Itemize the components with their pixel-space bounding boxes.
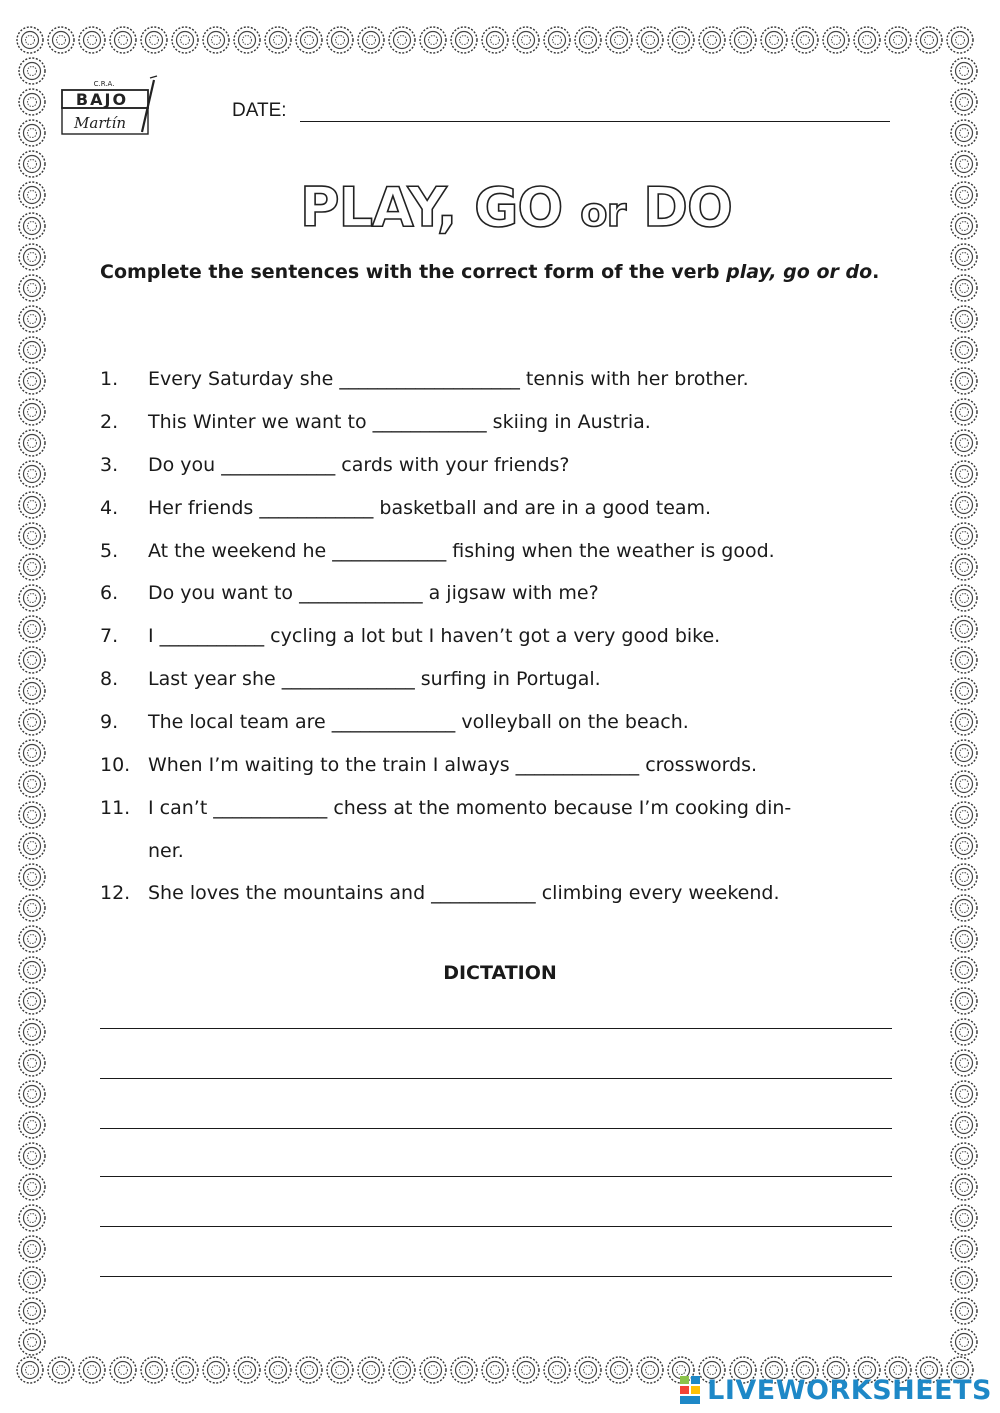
border-flower [951, 1267, 977, 1293]
border-flower [951, 864, 977, 890]
border-flower [48, 1357, 74, 1383]
border-flower [668, 27, 694, 53]
dictation-title: DICTATION [443, 962, 557, 984]
border-flower [19, 275, 45, 301]
border-flower [951, 585, 977, 611]
border-flower [19, 647, 45, 673]
border-flower [19, 895, 45, 921]
border-flower [951, 1298, 977, 1324]
border-flower [19, 337, 45, 363]
border-flower [19, 864, 45, 890]
border-flower [575, 27, 601, 53]
border-flower [19, 306, 45, 332]
border-flower [19, 616, 45, 642]
border-flower [951, 58, 977, 84]
border-flower [327, 27, 353, 53]
border-flower [951, 616, 977, 642]
border-flower [265, 1357, 291, 1383]
border-flower [19, 1143, 45, 1169]
border-flower [951, 399, 977, 425]
border-flower [885, 27, 911, 53]
border-flower [19, 554, 45, 580]
border-flower [420, 27, 446, 53]
border-flower [951, 709, 977, 735]
exercise-number: 9. [100, 711, 119, 733]
border-flower [606, 1357, 632, 1383]
logo-small-text: C.R.A. [93, 80, 115, 88]
border-flower [951, 1019, 977, 1045]
border-flower [951, 120, 977, 146]
border-flower [951, 275, 977, 301]
exercise-number: 6. [100, 582, 119, 604]
border-flower [358, 1357, 384, 1383]
exercise-sentence[interactable]: Do you ____________ cards with your friends? [148, 454, 570, 476]
border-flower [110, 27, 136, 53]
border-flower [172, 1357, 198, 1383]
border-flower [544, 27, 570, 53]
border-flower [451, 1357, 477, 1383]
border-flower [79, 27, 105, 53]
border-flower [358, 27, 384, 53]
border-flower [17, 27, 43, 53]
border-flower [951, 554, 977, 580]
exercise-number: 12. [100, 882, 131, 904]
border-flower [951, 492, 977, 518]
border-flower [854, 27, 880, 53]
border-flower [19, 1174, 45, 1200]
border-flower [19, 182, 45, 208]
liveworksheets-logo-icon [679, 1375, 701, 1405]
border-flower [389, 1357, 415, 1383]
date-answer-line[interactable] [300, 121, 890, 122]
border-flower [141, 1357, 167, 1383]
border-flower [19, 1019, 45, 1045]
border-flower [19, 740, 45, 766]
border-flower [19, 1112, 45, 1138]
border-flower [951, 771, 977, 797]
border-flower [420, 1357, 446, 1383]
border-flower [19, 1298, 45, 1324]
instruction-verbs: play, go or do [726, 261, 873, 283]
border-flower [951, 957, 977, 983]
border-flower [951, 1174, 977, 1200]
border-flower [482, 1357, 508, 1383]
border-flower [544, 1357, 570, 1383]
border-flower [389, 27, 415, 53]
exercise-number: 7. [100, 625, 119, 647]
exercise-sentence[interactable]: Do you want to _____________ a jigsaw with me? [148, 582, 599, 604]
border-flower [951, 740, 977, 766]
exercise-sentence[interactable]: At the weekend he ____________ fishing when the weather is good. [148, 540, 775, 562]
border-flower [19, 244, 45, 270]
title-part-do: DO [625, 176, 732, 239]
border-flower [19, 492, 45, 518]
border-flower [19, 802, 45, 828]
logo-main-text: BAJO [75, 90, 129, 109]
worksheet-title [300, 176, 732, 256]
exercise-number: 10. [100, 754, 131, 776]
dictation-line[interactable] [100, 1028, 892, 1029]
instruction-lead: Complete the sentences with the correct form of the verb [100, 261, 727, 283]
border-flower [451, 27, 477, 53]
school-logo [58, 74, 158, 136]
border-flower [203, 1357, 229, 1383]
dictation-line[interactable] [100, 1276, 892, 1277]
border-flower [19, 1329, 45, 1355]
border-flower [19, 771, 45, 797]
border-flower [606, 27, 632, 53]
exercise-sentence[interactable]: Every Saturday she ___________________ tennis with her brother. [148, 368, 749, 390]
border-flower [761, 27, 787, 53]
border-flower [951, 895, 977, 921]
border-flower [951, 89, 977, 115]
border-flower [296, 1357, 322, 1383]
exercise-number: 2. [100, 411, 119, 433]
exercise-number: 3. [100, 454, 119, 476]
border-flower [110, 1357, 136, 1383]
title-part-or: or [580, 190, 626, 236]
border-flower [951, 678, 977, 704]
exercise-sentence[interactable]: The local team are _____________ volleyball on the beach. [148, 711, 689, 733]
border-flower [234, 27, 260, 53]
border-flower [951, 1205, 977, 1231]
border-flower [951, 1081, 977, 1107]
border-flower [19, 1050, 45, 1076]
border-flower [19, 585, 45, 611]
border-flower [951, 213, 977, 239]
exercise-sentence[interactable]: When I’m waiting to the train I always _____________ crosswords. [148, 754, 758, 776]
border-flower [951, 306, 977, 332]
exercise-number: 11. [100, 797, 131, 819]
dictation-line[interactable] [100, 1078, 892, 1079]
border-flower [575, 1357, 601, 1383]
exercise-sentence[interactable]: Her friends ____________ basketball and are in a good team. [148, 497, 712, 519]
liveworksheets-watermark [679, 1373, 992, 1407]
border-flower [730, 27, 756, 53]
border-flower [48, 27, 74, 53]
dictation-line[interactable] [100, 1176, 892, 1177]
border-flower [19, 461, 45, 487]
border-flower [951, 1329, 977, 1355]
border-flower [19, 678, 45, 704]
border-flower [19, 399, 45, 425]
exercise-number: 5. [100, 540, 119, 562]
border-flower [141, 27, 167, 53]
border-flower [951, 523, 977, 549]
border-flower [513, 1357, 539, 1383]
border-flower [19, 833, 45, 859]
border-flower [951, 244, 977, 270]
border-flower [951, 1143, 977, 1169]
border-flower [19, 89, 45, 115]
border-flower [951, 833, 977, 859]
border-flower [172, 27, 198, 53]
border-flower [19, 988, 45, 1014]
border-flower [637, 1357, 663, 1383]
border-flower [296, 27, 322, 53]
border-flower [951, 430, 977, 456]
border-flower [234, 1357, 260, 1383]
exercise-sentence[interactable]: I ___________ cycling a lot but I haven’t got a very good bike. [148, 625, 721, 647]
border-flower [19, 368, 45, 394]
border-flower [823, 27, 849, 53]
border-flower [19, 213, 45, 239]
border-flower [19, 1236, 45, 1262]
border-flower [951, 1112, 977, 1138]
border-flower [19, 709, 45, 735]
dictation-line[interactable] [100, 1226, 892, 1227]
border-flower [947, 27, 973, 53]
exercise-sentence[interactable]: I can’t ____________ chess at the momento because I’m cooking din- [148, 797, 792, 819]
exercise-sentence[interactable]: She loves the mountains and ___________ climbing every weekend. [148, 882, 780, 904]
border-flower [265, 27, 291, 53]
border-flower [19, 430, 45, 456]
border-flower [19, 1205, 45, 1231]
exercise-number: 1. [100, 368, 119, 390]
date-label: DATE: [232, 100, 287, 121]
border-flower [951, 802, 977, 828]
border-flower [951, 1236, 977, 1262]
border-flower [19, 523, 45, 549]
border-flower [951, 182, 977, 208]
border-flower [79, 1357, 105, 1383]
border-flower [951, 988, 977, 1014]
date-row [232, 100, 892, 130]
border-flower [951, 647, 977, 673]
border-flower [19, 1081, 45, 1107]
exercise-sentence[interactable]: Last year she ______________ surfing in Portugal. [148, 668, 601, 690]
border-flower [327, 1357, 353, 1383]
exercise-number: 8. [100, 668, 119, 690]
border-flower [951, 368, 977, 394]
border-flower [19, 120, 45, 146]
border-flower [637, 27, 663, 53]
logo-script-text: Martín [74, 114, 126, 132]
border-flower [951, 151, 977, 177]
border-flower [203, 27, 229, 53]
title-part-play-go: PLAY, GO [300, 176, 581, 239]
exercise-sentence-continuation: ner. [148, 840, 184, 862]
border-flower [951, 1050, 977, 1076]
border-flower [19, 58, 45, 84]
border-flower [19, 151, 45, 177]
border-flower [699, 27, 725, 53]
border-flower [17, 1357, 43, 1383]
border-flower [482, 27, 508, 53]
border-flower [19, 926, 45, 952]
exercise-number: 4. [100, 497, 119, 519]
border-flower [951, 926, 977, 952]
instruction-period: . [872, 261, 880, 283]
border-flower [951, 461, 977, 487]
border-flower [792, 27, 818, 53]
instruction-text [100, 254, 900, 291]
border-flower [19, 1267, 45, 1293]
border-flower [19, 957, 45, 983]
watermark-text: LIVEWORKSHEETS [707, 1374, 992, 1406]
border-flower [916, 27, 942, 53]
dictation-line[interactable] [100, 1128, 892, 1129]
border-flower [513, 27, 539, 53]
border-flower [951, 337, 977, 363]
exercise-sentence[interactable]: This Winter we want to ____________ skiing in Austria. [148, 411, 651, 433]
